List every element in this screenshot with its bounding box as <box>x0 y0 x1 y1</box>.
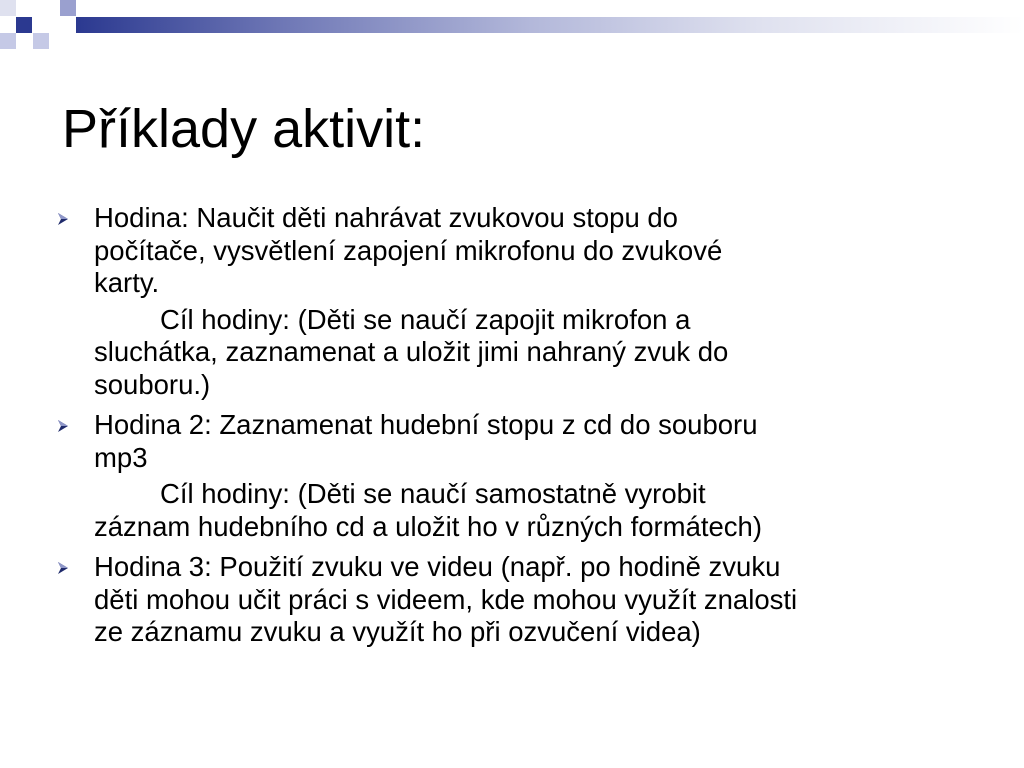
bullet-item <box>56 551 976 649</box>
decor-square <box>16 17 32 33</box>
arrowhead-bullet-icon <box>56 561 70 575</box>
decor-square <box>0 33 16 49</box>
bullet-item <box>56 409 976 543</box>
goal-paragraph <box>94 304 976 402</box>
bullet-text-line: Hodina 3: Použití zvuku ve videu (např. po hodině zvuku <box>94 551 781 582</box>
goal-text-line: souboru.) <box>94 368 211 400</box>
bullet-list <box>56 202 976 657</box>
bullet-text-line: děti mohou učit práci s videem, kde mohou využít znalosti <box>94 583 798 615</box>
arrowhead-bullet-icon <box>56 419 70 433</box>
bullet-text-line: ze záznamu zvuku a využít ho při ozvučení videa) <box>94 616 701 647</box>
bullet-text-line: mp3 <box>94 441 148 473</box>
bullet-text-line: Hodina: Naučit děti nahrávat zvukovou stopu do <box>94 202 678 233</box>
bullet-text-line: počítače, vysvětlení zapojení mikrofonu do zvukové <box>94 234 723 266</box>
decor-square <box>33 33 49 49</box>
goal-text-line: sluchátka, zaznamenat a uložit jimi nahraný zvuk do <box>94 336 729 367</box>
slide-title: Příklady aktivit: <box>62 99 426 159</box>
bullet-item <box>56 202 976 401</box>
header-decoration <box>0 0 1024 50</box>
arrowhead-bullet-icon <box>56 212 70 226</box>
goal-paragraph <box>94 478 976 543</box>
decor-square <box>0 0 16 16</box>
header-gradient-bar <box>76 17 1024 33</box>
goal-text-line: Cíl hodiny: (Děti se naučí zapojit mikrofon a <box>160 303 691 335</box>
bullet-text-line: Hodina 2: Zaznamenat hudební stopu z cd do souboru <box>94 409 758 440</box>
goal-text-line: Cíl hodiny: (Děti se naučí samostatně vyrobit <box>160 478 706 509</box>
decor-square <box>60 0 76 16</box>
bullet-text-line: karty. <box>94 267 160 298</box>
goal-text-line: záznam hudebního cd a uložit ho v různých formátech) <box>94 510 763 542</box>
